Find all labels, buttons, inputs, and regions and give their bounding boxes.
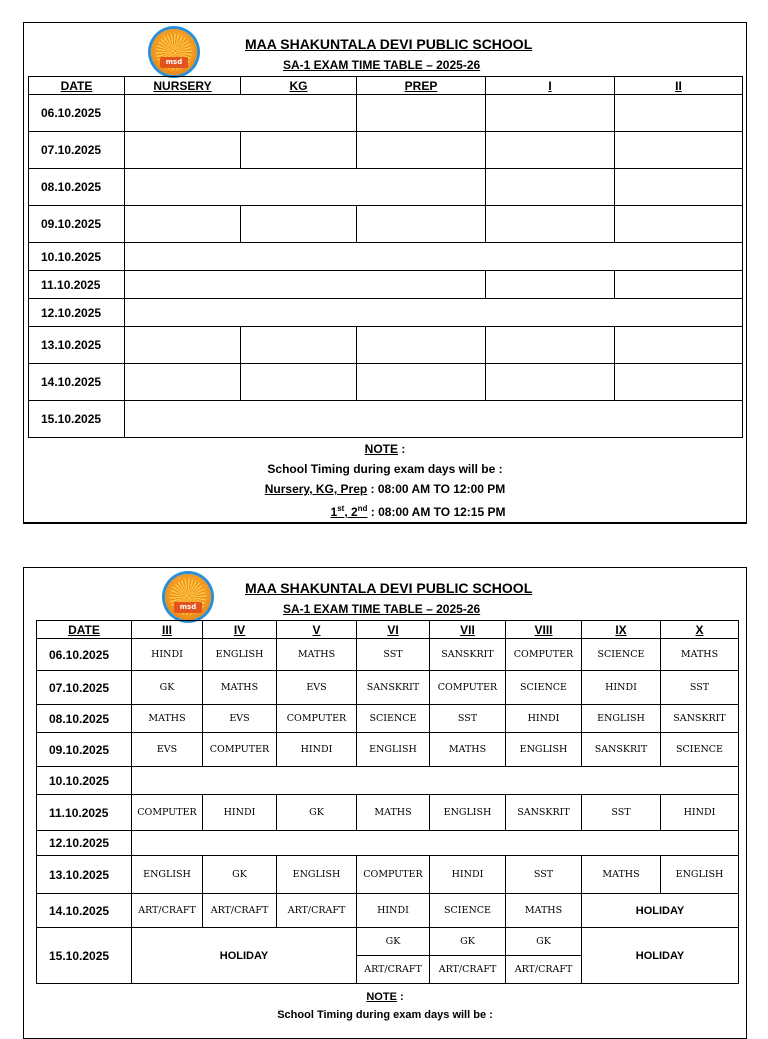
subject-cell: SST (430, 705, 506, 733)
header-class-vi: VI (357, 621, 430, 639)
header-class-viii: VIII (506, 621, 582, 639)
holiday-cell: HOLIDAY (582, 894, 739, 928)
header-class-v: V (277, 621, 357, 639)
subject-cell: COMPUTER (203, 733, 277, 767)
table-header-row (29, 77, 743, 95)
subject-cell: GK (277, 795, 357, 831)
holiday-cell: HOLIDAY (582, 928, 739, 984)
table-row (29, 169, 743, 206)
note-line: Nursery, KG, Prep : 08:00 AM TO 12:00 PM (264, 482, 506, 496)
subject-cell: ENGLISH (203, 639, 277, 671)
subject-cell: EVS (132, 733, 203, 767)
date-cell: 13.10.2025 (29, 327, 125, 364)
date-cell: 10.10.2025 (29, 243, 125, 271)
subject-cell: ART/CRAFT (506, 956, 582, 984)
empty-cell (615, 271, 743, 299)
table-row (37, 639, 739, 671)
subject-cell: MATHS (430, 733, 506, 767)
table-row (29, 299, 743, 327)
table-row (37, 795, 739, 831)
school-name: MAA SHAKUNTALA DEVI PUBLIC SCHOOL (245, 580, 533, 596)
subject-cell: MATHS (582, 856, 661, 894)
subject-cell: HINDI (506, 705, 582, 733)
empty-cell (125, 132, 241, 169)
note-heading: NOTE : (364, 442, 406, 456)
subject-cell: ENGLISH (506, 733, 582, 767)
empty-cell (125, 243, 743, 271)
date-cell: 15.10.2025 (37, 928, 132, 984)
subject-cell: MATHS (357, 795, 430, 831)
empty-cell (125, 169, 486, 206)
empty-cell (615, 206, 743, 243)
date-cell: 13.10.2025 (37, 856, 132, 894)
empty-cell (486, 95, 615, 132)
header-nursery: NURSERY (125, 77, 241, 95)
header-class-ix: IX (582, 621, 661, 639)
date-cell: 12.10.2025 (29, 299, 125, 327)
subject-cell: GK (357, 928, 430, 956)
date-cell: 09.10.2025 (37, 733, 132, 767)
date-cell: 11.10.2025 (37, 795, 132, 831)
exam-title: SA-1 EXAM TIME TABLE – 2025-26 (283, 58, 481, 72)
subject-cell: MATHS (661, 639, 739, 671)
table-row (37, 856, 739, 894)
date-cell: 06.10.2025 (29, 95, 125, 132)
date-cell: 08.10.2025 (29, 169, 125, 206)
empty-cell (241, 132, 357, 169)
subject-cell: GK (203, 856, 277, 894)
subject-cell: SCIENCE (661, 733, 739, 767)
subject-cell: SANSKRIT (357, 671, 430, 705)
empty-cell (486, 132, 615, 169)
empty-cell (486, 206, 615, 243)
empty-cell (125, 95, 357, 132)
empty-cell (132, 767, 739, 795)
table-row (29, 401, 743, 438)
empty-cell (615, 132, 743, 169)
subject-cell: SST (506, 856, 582, 894)
table-row (37, 671, 739, 705)
subject-cell: HINDI (430, 856, 506, 894)
table-row (37, 705, 739, 733)
empty-cell (486, 271, 615, 299)
subject-cell: COMPUTER (357, 856, 430, 894)
subject-cell: SCIENCE (357, 705, 430, 733)
date-cell: 10.10.2025 (37, 767, 132, 795)
date-cell: 14.10.2025 (29, 364, 125, 401)
subject-cell: HINDI (277, 733, 357, 767)
subject-cell: SCIENCE (506, 671, 582, 705)
header-date: DATE (29, 77, 125, 95)
school-logo (165, 574, 211, 620)
subject-cell: HINDI (582, 671, 661, 705)
empty-cell (357, 364, 486, 401)
subject-cell: EVS (203, 705, 277, 733)
school-name: MAA SHAKUNTALA DEVI PUBLIC SCHOOL (245, 36, 533, 52)
header-kg: KG (241, 77, 357, 95)
empty-cell (125, 206, 241, 243)
subject-cell: HINDI (203, 795, 277, 831)
empty-cell (125, 271, 486, 299)
empty-cell (615, 327, 743, 364)
subject-cell: ENGLISH (582, 705, 661, 733)
header-class-i: I (486, 77, 615, 95)
empty-cell (241, 206, 357, 243)
subject-cell: ENGLISH (357, 733, 430, 767)
subject-cell: ART/CRAFT (277, 894, 357, 928)
empty-cell (357, 327, 486, 364)
table-row (37, 928, 739, 956)
header-prep: PREP (357, 77, 486, 95)
timetable-panel-senior (23, 567, 747, 1039)
subject-cell: GK (430, 928, 506, 956)
subject-cell: ART/CRAFT (430, 956, 506, 984)
subject-cell: MATHS (132, 705, 203, 733)
subject-cell: SANSKRIT (582, 733, 661, 767)
table-header-row (37, 621, 739, 639)
note-section (24, 439, 746, 519)
header-class-vii: VII (430, 621, 506, 639)
date-cell: 09.10.2025 (29, 206, 125, 243)
subject-cell: HINDI (661, 795, 739, 831)
empty-cell (125, 401, 743, 438)
note-line: School Timing during exam days will be : (267, 462, 503, 476)
holiday-cell: HOLIDAY (132, 928, 357, 984)
subject-cell: MATHS (277, 639, 357, 671)
date-cell: 08.10.2025 (37, 705, 132, 733)
subject-cell: SANSKRIT (506, 795, 582, 831)
subject-cell: COMPUTER (277, 705, 357, 733)
timetable-junior (28, 76, 743, 438)
empty-cell (486, 327, 615, 364)
subject-cell: COMPUTER (430, 671, 506, 705)
header-class-ii: II (615, 77, 743, 95)
table-row (37, 831, 739, 856)
subject-cell: SCIENCE (582, 639, 661, 671)
subject-cell: ART/CRAFT (203, 894, 277, 928)
subject-cell: HINDI (357, 894, 430, 928)
subject-cell: ENGLISH (661, 856, 739, 894)
subject-cell: GK (132, 671, 203, 705)
empty-cell (132, 831, 739, 856)
table-row (37, 733, 739, 767)
school-logo (151, 29, 197, 75)
timetable-senior (36, 620, 739, 984)
note-section (24, 988, 746, 1024)
empty-cell (125, 364, 241, 401)
subject-cell: GK (506, 928, 582, 956)
date-cell: 15.10.2025 (29, 401, 125, 438)
header-class-iii: III (132, 621, 203, 639)
empty-cell (615, 95, 743, 132)
subject-cell: SANSKRIT (430, 639, 506, 671)
exam-title: SA-1 EXAM TIME TABLE – 2025-26 (283, 602, 481, 616)
note-line: 1st, 2nd : 08:00 AM TO 12:15 PM (330, 504, 506, 519)
subject-cell: EVS (277, 671, 357, 705)
logo-text: msd (160, 57, 188, 68)
subject-cell: COMPUTER (132, 795, 203, 831)
table-row (29, 206, 743, 243)
empty-cell (615, 364, 743, 401)
date-cell: 11.10.2025 (29, 271, 125, 299)
subject-cell: ART/CRAFT (132, 894, 203, 928)
date-cell: 06.10.2025 (37, 639, 132, 671)
subject-cell: SANSKRIT (661, 705, 739, 733)
subject-cell: SST (357, 639, 430, 671)
table-row (29, 132, 743, 169)
subject-cell: ENGLISH (132, 856, 203, 894)
timetable-panel-junior (23, 22, 747, 524)
empty-cell (241, 327, 357, 364)
subject-cell: SST (661, 671, 739, 705)
table-row (29, 364, 743, 401)
subject-cell: COMPUTER (506, 639, 582, 671)
empty-cell (357, 95, 486, 132)
date-cell: 07.10.2025 (37, 671, 132, 705)
header-date: DATE (37, 621, 132, 639)
header-class-iv: IV (203, 621, 277, 639)
subject-cell: ENGLISH (430, 795, 506, 831)
date-cell: 12.10.2025 (37, 831, 132, 856)
empty-cell (615, 169, 743, 206)
empty-cell (486, 169, 615, 206)
date-cell: 14.10.2025 (37, 894, 132, 928)
subject-cell: ART/CRAFT (357, 956, 430, 984)
table-row (29, 327, 743, 364)
subject-cell: SST (582, 795, 661, 831)
empty-cell (125, 299, 743, 327)
header-class-x: X (661, 621, 739, 639)
empty-cell (486, 364, 615, 401)
subject-cell: HINDI (132, 639, 203, 671)
table-row (29, 243, 743, 271)
subject-cell: ENGLISH (277, 856, 357, 894)
table-row (29, 95, 743, 132)
table-row (37, 767, 739, 795)
empty-cell (241, 364, 357, 401)
note-heading: NOTE : (366, 991, 404, 1003)
table-row (29, 271, 743, 299)
subject-cell: SCIENCE (430, 894, 506, 928)
empty-cell (357, 132, 486, 169)
note-line: School Timing during exam days will be : (277, 1009, 493, 1021)
subject-cell: MATHS (506, 894, 582, 928)
empty-cell (125, 327, 241, 364)
subject-cell: MATHS (203, 671, 277, 705)
date-cell: 07.10.2025 (29, 132, 125, 169)
logo-text: msd (174, 602, 202, 613)
table-row (37, 894, 739, 928)
empty-cell (357, 206, 486, 243)
